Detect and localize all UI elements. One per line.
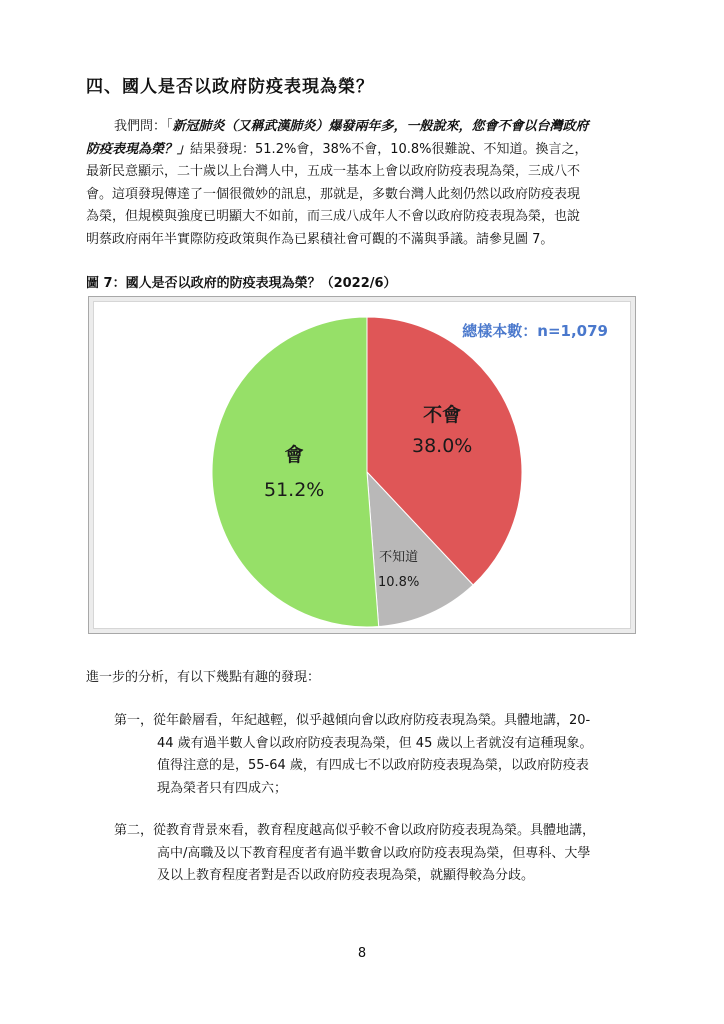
finding-line: 44 歲有過半數人會以政府防疫表現為榮，但 45 歲以上者就沒有這種現象。 (157, 735, 593, 751)
page-number: 8 (357, 946, 367, 961)
intro-line: 最新民意顯示，二十歲以上台灣人中，五成一基本上會以政府防疫表現為榮，三成八不 (86, 164, 581, 179)
figure-caption: 圖 7：國人是否以政府的防疫表現為榮？（2022/6） (86, 276, 397, 291)
finding-line: 及以上教育程度者對是否以政府防疫表現為榮，就顯得較為分歧。 (157, 868, 535, 883)
slice-value: 10.8% (378, 575, 420, 590)
intro-paragraph (86, 116, 646, 251)
slice-name: 不知道 (379, 550, 419, 565)
slice-label-yes (264, 440, 324, 501)
analysis-intro: 進一步的分析，有以下幾點有趣的發現： (86, 670, 321, 685)
intro-line: 明蔡政府兩年半實際防疫政策與作為已累積社會可觀的不滿與爭議。請參見圖 7。 (86, 231, 554, 247)
slice-label-dontknow (378, 546, 419, 590)
finding-line: 第一，從年齡層看，年紀越輕，似乎越傾向會以政府防疫表現為榮。具體地講，20- (114, 713, 591, 728)
slice-value: 51.2% (264, 479, 325, 501)
sample-size-label: 總樣本數：n=1,079 (462, 322, 608, 340)
question-text-end: 防疫表現為榮？」 (86, 141, 191, 157)
slice-name: 不會 (423, 404, 462, 426)
pie-chart-area (93, 301, 631, 629)
finding-1 (114, 710, 592, 800)
slice-value: 38.0% (412, 435, 473, 457)
pie-chart (94, 302, 632, 630)
slice-name: 會 (284, 444, 304, 466)
intro-prefix: 我們問：「 (114, 119, 173, 134)
intro-line: 為榮，但規模與強度已明顯大不如前，而三成八成年人不會以政府防疫表現為榮，也說 (86, 209, 581, 224)
pie-chart-frame (88, 296, 636, 634)
finding-line: 值得注意的是，55-64 歲，有四成七不以政府防疫表現為榮，以政府防疫表 (157, 758, 589, 773)
intro-result: 結果發現：51.2%會，38%不會，10.8%很難說、不知道。換言之， (190, 141, 588, 157)
slice-label-no (412, 400, 472, 457)
question-text: 新冠肺炎（又稱武漢肺炎）爆發兩年多，一般說來，您會不會以台灣政府 (172, 119, 589, 134)
finding-line: 第二，從教育背景來看，教育程度越高似乎較不會以政府防疫表現為榮。具體地講， (114, 823, 596, 838)
intro-line: 會。這項發現傳達了一個很微妙的訊息，那就是，多數台灣人此刻仍然以政府防疫表現 (86, 186, 581, 202)
section-heading: 四、國人是否以政府防疫表現為榮？ (86, 77, 374, 97)
finding-2 (114, 820, 595, 888)
finding-line: 現為榮者只有四成六； (157, 780, 288, 796)
finding-line: 高中/高職及以下教育程度者有過半數會以政府防疫表現為榮，但專科、大學 (157, 845, 591, 861)
